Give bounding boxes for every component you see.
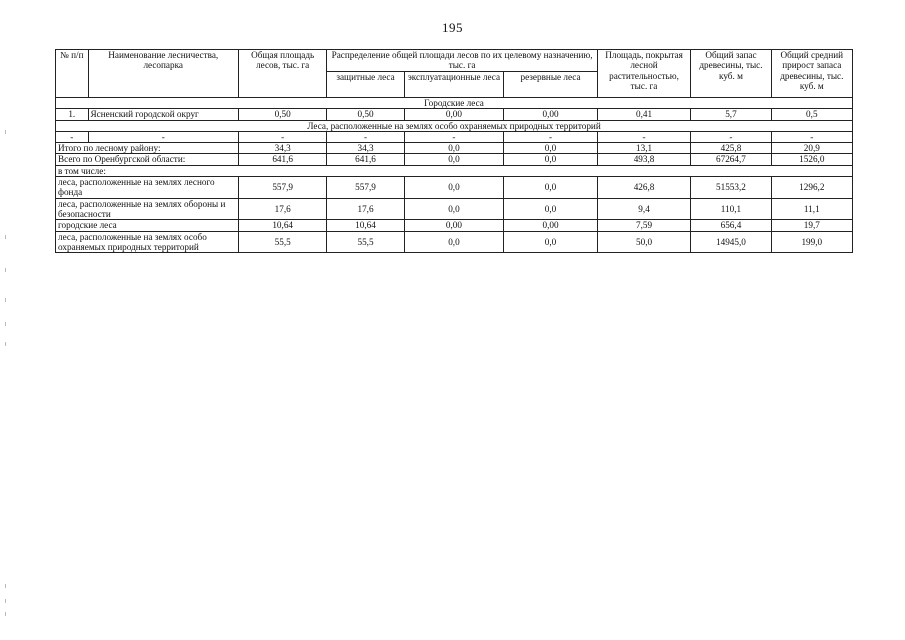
cell-growth: 20,9 bbox=[771, 143, 852, 154]
cell-exploitation: 0,0 bbox=[404, 177, 504, 199]
detail-row bbox=[56, 198, 853, 220]
cell-covered: 13,1 bbox=[597, 143, 691, 154]
header-avg-growth: Общий средний прирост запаса древесины, тыс. куб. м bbox=[771, 50, 852, 98]
cell-stock: 51553,2 bbox=[691, 177, 771, 199]
cell-covered: 7,59 bbox=[597, 220, 691, 231]
cell-protective: 55,5 bbox=[327, 231, 404, 253]
cell-protective: 34,3 bbox=[327, 143, 404, 154]
cell-covered: - bbox=[597, 131, 691, 142]
cell-no: 1. bbox=[56, 109, 89, 120]
header-covered-area: Площадь, покрытая лесной растительностью, тыс. га bbox=[597, 50, 691, 98]
summary-label: Итого по лесному району: bbox=[56, 143, 239, 154]
cell-protective: 17,6 bbox=[327, 198, 404, 220]
cell-reserve: - bbox=[504, 131, 598, 142]
header-protective: защитные леса bbox=[327, 72, 404, 98]
cell-covered: 9,4 bbox=[597, 198, 691, 220]
cell-stock: 67264,7 bbox=[691, 154, 771, 165]
cell-total: 17,6 bbox=[238, 198, 326, 220]
table-row bbox=[56, 109, 853, 120]
cell-stock: - bbox=[691, 131, 771, 142]
detail-row bbox=[56, 177, 853, 199]
summary-row bbox=[56, 143, 853, 154]
header-distribution: Распределение общей площади лесов по их целевому назначению, тыс. га bbox=[327, 50, 597, 72]
summary-label: Всего по Оренбургской области: bbox=[56, 154, 239, 165]
cell-growth: 0,5 bbox=[771, 109, 852, 120]
cell-exploitation: 0,0 bbox=[404, 198, 504, 220]
cell-total: 641,6 bbox=[238, 154, 326, 165]
section-title-city: Городские леса bbox=[56, 98, 853, 109]
margin-mark bbox=[5, 298, 6, 302]
cell-growth: - bbox=[771, 131, 852, 142]
cell-exploitation: 0,0 bbox=[404, 231, 504, 253]
cell-covered: 50,0 bbox=[597, 231, 691, 253]
cell-growth: 1296,2 bbox=[771, 177, 852, 199]
cell-name: Ясненский городской округ bbox=[88, 109, 238, 120]
cell-protective: 641,6 bbox=[327, 154, 404, 165]
cell-protective: 10,64 bbox=[327, 220, 404, 231]
cell-stock: 14945,0 bbox=[691, 231, 771, 253]
margin-mark bbox=[5, 268, 6, 272]
detail-row bbox=[56, 231, 853, 253]
cell-growth: 199,0 bbox=[771, 231, 852, 253]
margin-mark bbox=[5, 599, 6, 603]
detail-label: леса, расположенные на землях особо охраняемых природных территорий bbox=[56, 231, 239, 253]
cell-reserve: 0,0 bbox=[504, 143, 598, 154]
cell-name: - bbox=[88, 131, 238, 142]
cell-exploitation: 0,00 bbox=[404, 109, 504, 120]
detail-label: леса, расположенные на землях лесного фонда bbox=[56, 177, 239, 199]
section-title-protected: Леса, расположенные на землях особо охраняемых природных территорий bbox=[56, 120, 853, 131]
cell-growth: 19,7 bbox=[771, 220, 852, 231]
cell-no: - bbox=[56, 131, 89, 142]
cell-exploitation: 0,0 bbox=[404, 143, 504, 154]
detail-label: городские леса bbox=[56, 220, 239, 231]
cell-total: 55,5 bbox=[238, 231, 326, 253]
cell-covered: 493,8 bbox=[597, 154, 691, 165]
margin-mark bbox=[5, 342, 6, 346]
cell-protective: 0,50 bbox=[327, 109, 404, 120]
header-reserve: резервные леса bbox=[504, 72, 598, 98]
detail-label: леса, расположенные на землях обороны и безопасности bbox=[56, 198, 239, 220]
cell-exploitation: 0,0 bbox=[404, 154, 504, 165]
page-number: 195 bbox=[442, 20, 463, 35]
cell-protective: 557,9 bbox=[327, 177, 404, 199]
cell-stock: 656,4 bbox=[691, 220, 771, 231]
header-total-area: Общая площадь лесов, тыс. га bbox=[238, 50, 326, 98]
cell-exploitation: 0,00 bbox=[404, 220, 504, 231]
table-row bbox=[56, 131, 853, 142]
cell-reserve: 0,0 bbox=[504, 154, 598, 165]
cell-reserve: 0,00 bbox=[504, 220, 598, 231]
margin-mark bbox=[5, 584, 6, 588]
cell-reserve: 0,0 bbox=[504, 177, 598, 199]
margin-mark bbox=[5, 130, 6, 134]
margin-mark bbox=[5, 612, 6, 616]
header-timber-stock: Общий запас древесины, тыс. куб. м bbox=[691, 50, 771, 98]
cell-exploitation: - bbox=[404, 131, 504, 142]
cell-growth: 1526,0 bbox=[771, 154, 852, 165]
cell-total: 10,64 bbox=[238, 220, 326, 231]
forest-distribution-table bbox=[55, 49, 853, 253]
header-exploitation: эксплуатационные леса bbox=[404, 72, 504, 98]
cell-total: 34,3 bbox=[238, 143, 326, 154]
including-label: в том числе: bbox=[56, 165, 853, 176]
cell-stock: 425,8 bbox=[691, 143, 771, 154]
cell-protective: - bbox=[327, 131, 404, 142]
cell-reserve: 0,0 bbox=[504, 231, 598, 253]
cell-covered: 0,41 bbox=[597, 109, 691, 120]
cell-total: 0,50 bbox=[238, 109, 326, 120]
summary-row bbox=[56, 154, 853, 165]
cell-growth: 11,1 bbox=[771, 198, 852, 220]
cell-total: - bbox=[238, 131, 326, 142]
detail-row bbox=[56, 220, 853, 231]
margin-mark bbox=[5, 235, 6, 239]
cell-stock: 5,7 bbox=[691, 109, 771, 120]
cell-reserve: 0,0 bbox=[504, 198, 598, 220]
cell-stock: 110,1 bbox=[691, 198, 771, 220]
header-name: Наименование лесничества, лесопарка bbox=[88, 50, 238, 98]
header-no: № п/п bbox=[56, 50, 89, 98]
cell-covered: 426,8 bbox=[597, 177, 691, 199]
cell-reserve: 0,00 bbox=[504, 109, 598, 120]
cell-total: 557,9 bbox=[238, 177, 326, 199]
margin-mark bbox=[5, 322, 6, 326]
